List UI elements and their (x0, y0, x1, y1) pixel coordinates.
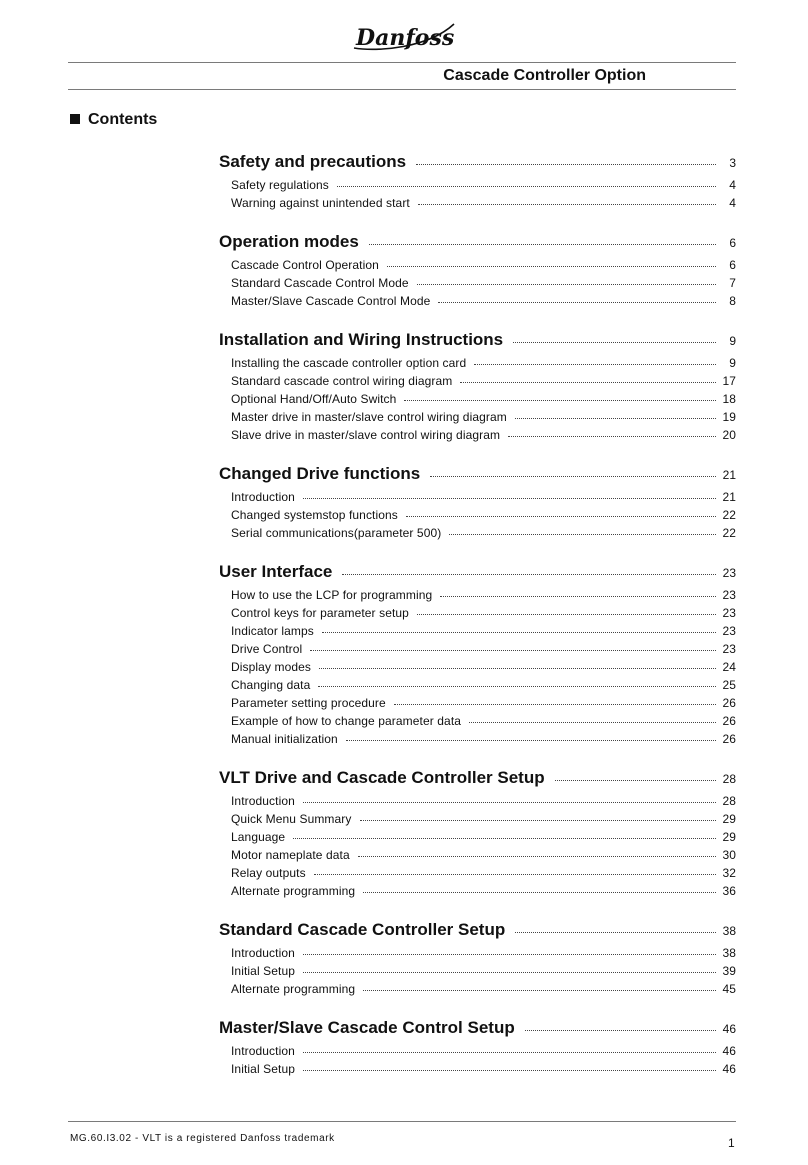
toc-entry[interactable] (219, 732, 736, 750)
toc-page-number: 19 (722, 410, 736, 424)
dot-leader (310, 649, 716, 651)
dot-leader (319, 667, 716, 669)
dot-leader (342, 573, 716, 575)
toc-entry[interactable] (219, 1062, 736, 1080)
dot-leader (430, 475, 716, 477)
toc-section (219, 562, 736, 750)
toc-page-number: 23 (722, 588, 736, 602)
toc-page-number: 21 (722, 468, 736, 482)
toc-entry[interactable] (219, 356, 736, 374)
logo-text: Danfoss (356, 25, 455, 51)
toc-page-number: 24 (722, 660, 736, 674)
toc-entry-label: Alternate programming (231, 982, 356, 996)
toc-entry-label: Display modes (231, 660, 311, 674)
toc-entry-label: Quick Menu Summary (231, 812, 352, 826)
toc-entry[interactable] (219, 714, 736, 732)
toc-entry[interactable] (219, 696, 736, 714)
toc-page-number: 3 (729, 156, 736, 170)
toc-entry[interactable] (219, 794, 736, 812)
toc-page-number: 39 (722, 964, 736, 978)
toc-section-heading[interactable] (219, 768, 736, 794)
toc-section (219, 1018, 736, 1080)
toc-entry-label: Standard cascade control wiring diagram (231, 374, 453, 388)
toc-entry-label: Alternate programming (231, 884, 356, 898)
toc-page-number: 6 (729, 236, 736, 250)
dot-leader (474, 363, 716, 365)
toc-page-number: 29 (722, 830, 736, 844)
dot-leader (525, 1029, 716, 1031)
dot-leader (555, 779, 716, 781)
toc-entry-label: Introduction (231, 1044, 295, 1058)
toc-page-number: 20 (722, 428, 736, 442)
toc-entry-label: Slave drive in master/slave control wiring diagram (231, 428, 501, 442)
dot-leader (322, 631, 716, 633)
toc-page-number: 4 (729, 178, 736, 192)
toc-entry[interactable] (219, 276, 736, 294)
toc-page-number: 22 (722, 508, 736, 522)
dot-leader (314, 873, 716, 875)
dot-leader (303, 1051, 716, 1053)
toc-page-number: 26 (722, 696, 736, 710)
toc-page-number: 26 (722, 732, 736, 746)
toc-section-heading[interactable] (219, 152, 736, 178)
toc-entry-label: Optional Hand/Off/Auto Switch (231, 392, 397, 406)
toc-page-number: 38 (722, 946, 736, 960)
dot-leader (337, 185, 716, 187)
toc-entry[interactable] (219, 866, 736, 884)
toc-entry[interactable] (219, 812, 736, 830)
dot-leader (363, 989, 716, 991)
doc-title: Cascade Controller Option (443, 67, 646, 84)
toc-page-number: 9 (729, 356, 736, 370)
dot-leader (417, 283, 716, 285)
toc-entry-label: Introduction (231, 490, 295, 504)
toc-section-heading[interactable] (219, 920, 736, 946)
toc-entry-label: Initial Setup (231, 1062, 296, 1076)
dot-leader (387, 265, 716, 267)
toc-page-number: 38 (722, 924, 736, 938)
dot-leader (394, 703, 716, 705)
toc-entry-label: Introduction (231, 946, 295, 960)
toc-section-title: Operation modes (219, 232, 359, 251)
toc-entry-label: Master drive in master/slave control wiring diagram (231, 410, 507, 424)
toc-entry[interactable] (219, 490, 736, 508)
toc-page-number: 26 (722, 714, 736, 728)
dot-leader (515, 417, 716, 419)
toc-page-number: 23 (722, 642, 736, 656)
footer-code: MG.60.I3.02 - VLT is a registered Danfoss trademark (70, 1133, 335, 1144)
toc-entry-label: Example of how to change parameter data (231, 714, 462, 728)
toc-section-title: Safety and precautions (219, 152, 407, 171)
toc-page-number: 21 (722, 490, 736, 504)
dot-leader (449, 533, 716, 535)
toc-section (219, 464, 736, 544)
toc-page-number: 23 (722, 606, 736, 620)
toc-entry-label: Parameter setting procedure (231, 696, 386, 710)
toc-page-number: 46 (722, 1022, 736, 1036)
dot-leader (303, 801, 716, 803)
toc-section-heading[interactable] (219, 464, 736, 490)
toc-section (219, 920, 736, 1000)
dot-leader (369, 243, 716, 245)
toc-section-heading[interactable] (219, 1018, 736, 1044)
toc-page-number: 4 (729, 196, 736, 210)
toc-entry-label: Changed systemstop functions (231, 508, 398, 522)
contents-heading-label: Contents (88, 111, 158, 128)
toc-entry-label: Standard Cascade Control Mode (231, 276, 409, 290)
dot-leader (318, 685, 716, 687)
toc-section-title: Installation and Wiring Instructions (219, 330, 504, 349)
toc-page-number: 7 (729, 276, 736, 290)
toc-section-title: User Interface (219, 562, 333, 581)
dot-leader (293, 837, 716, 839)
dot-leader (346, 739, 716, 741)
dot-leader (303, 1069, 716, 1071)
toc-entry[interactable] (219, 178, 736, 196)
danfoss-logo-icon (348, 18, 458, 58)
toc-section (219, 768, 736, 902)
toc-entry-label: Cascade Control Operation (231, 258, 379, 272)
toc-entry-label: Serial communications(parameter 500) (231, 526, 442, 540)
contents-heading (70, 111, 157, 129)
toc-entry-label: Motor nameplate data (231, 848, 350, 862)
toc-entry-label: How to use the LCP for programming (231, 588, 433, 602)
toc-entry[interactable] (219, 660, 736, 678)
toc-entry[interactable] (219, 964, 736, 982)
toc-entry[interactable] (219, 588, 736, 606)
toc-entry-label: Safety regulations (231, 178, 329, 192)
toc-entry-label: Drive Control (231, 642, 303, 656)
toc-section-heading[interactable] (219, 232, 736, 258)
toc-page-number: 25 (722, 678, 736, 692)
toc-entry-label: Master/Slave Cascade Control Mode (231, 294, 431, 308)
dot-leader (363, 891, 716, 893)
dot-leader (404, 399, 716, 401)
dot-leader (515, 931, 716, 933)
toc-page-number: 30 (722, 848, 736, 862)
dot-leader (358, 855, 716, 857)
toc-entry-label: Relay outputs (231, 866, 306, 880)
dot-leader (508, 435, 716, 437)
toc-entry[interactable] (219, 624, 736, 642)
title-rule (68, 89, 736, 90)
toc-entry[interactable] (219, 884, 736, 902)
toc-entry-label: Manual initialization (231, 732, 338, 746)
toc-entry[interactable] (219, 392, 736, 410)
toc-page-number: 22 (722, 526, 736, 540)
toc-entry[interactable] (219, 258, 736, 276)
table-of-contents (219, 152, 736, 1098)
page-number: 1 (728, 1136, 735, 1150)
toc-section-heading[interactable] (219, 330, 736, 356)
toc-page-number: 32 (722, 866, 736, 880)
dot-leader (440, 595, 716, 597)
toc-entry[interactable] (219, 830, 736, 848)
toc-page-number: 18 (722, 392, 736, 406)
toc-entry[interactable] (219, 606, 736, 624)
dot-leader (438, 301, 716, 303)
dot-leader (460, 381, 716, 383)
bottom-rule (68, 1121, 736, 1122)
dot-leader (417, 613, 716, 615)
toc-page-number: 23 (722, 624, 736, 638)
dot-leader (416, 163, 716, 165)
toc-entry-label: Introduction (231, 794, 295, 808)
toc-entry[interactable] (219, 526, 736, 544)
dot-leader (303, 497, 716, 499)
toc-entry-label: Indicator lamps (231, 624, 314, 638)
toc-entry[interactable] (219, 642, 736, 660)
toc-entry[interactable] (219, 428, 736, 446)
dot-leader (469, 721, 716, 723)
toc-entry[interactable] (219, 196, 736, 214)
toc-entry[interactable] (219, 848, 736, 866)
top-rule (68, 62, 736, 63)
toc-entry[interactable] (219, 678, 736, 696)
toc-page-number: 23 (722, 566, 736, 580)
toc-section-heading[interactable] (219, 562, 736, 588)
dot-leader (418, 203, 716, 205)
toc-entry[interactable] (219, 508, 736, 526)
toc-section-title: Master/Slave Cascade Control Setup (219, 1018, 515, 1037)
toc-entry[interactable] (219, 946, 736, 964)
toc-page-number: 29 (722, 812, 736, 826)
toc-section (219, 152, 736, 214)
toc-entry[interactable] (219, 1044, 736, 1062)
toc-page-number: 8 (729, 294, 736, 308)
dot-leader (513, 341, 716, 343)
toc-entry[interactable] (219, 374, 736, 392)
toc-entry-label: Language (231, 830, 286, 844)
toc-entry[interactable] (219, 294, 736, 312)
toc-entry-label: Installing the cascade controller option card (231, 356, 467, 370)
toc-section-title: VLT Drive and Cascade Controller Setup (219, 768, 545, 787)
toc-entry-label: Changing data (231, 678, 311, 692)
toc-section (219, 330, 736, 446)
toc-section-title: Changed Drive functions (219, 464, 421, 483)
toc-entry[interactable] (219, 982, 736, 1000)
dot-leader (303, 971, 716, 973)
toc-page-number: 36 (722, 884, 736, 898)
dot-leader (360, 819, 717, 821)
toc-page-number: 45 (722, 982, 736, 996)
toc-entry-label: Initial Setup (231, 964, 296, 978)
toc-entry-label: Control keys for parameter setup (231, 606, 409, 620)
danfoss-logo (348, 18, 458, 58)
dot-leader (406, 515, 716, 517)
square-bullet-icon (70, 114, 80, 124)
toc-section-title: Standard Cascade Controller Setup (219, 920, 506, 939)
toc-page-number: 46 (722, 1044, 736, 1058)
dot-leader (303, 953, 716, 955)
toc-page-number: 28 (722, 794, 736, 808)
toc-entry[interactable] (219, 410, 736, 428)
toc-page-number: 6 (729, 258, 736, 272)
toc-entry-label: Warning against unintended start (231, 196, 410, 210)
toc-page-number: 46 (722, 1062, 736, 1076)
toc-page-number: 9 (729, 334, 736, 348)
toc-section (219, 232, 736, 312)
toc-page-number: 17 (722, 374, 736, 388)
toc-page-number: 28 (722, 772, 736, 786)
